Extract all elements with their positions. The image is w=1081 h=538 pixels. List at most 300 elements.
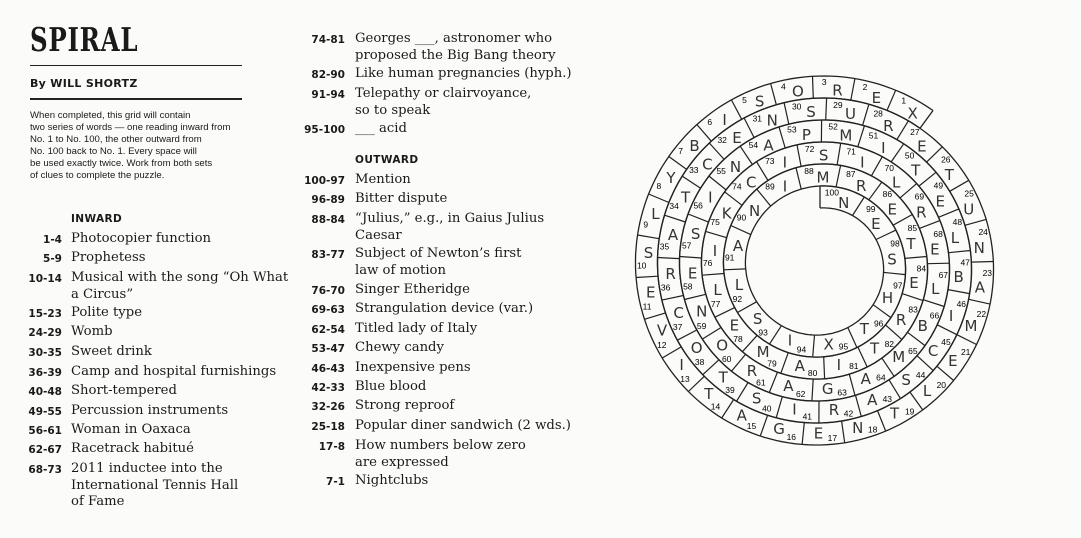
cell-letter: E bbox=[917, 137, 927, 156]
cell-number: 94 bbox=[796, 344, 807, 355]
inward-clue-number: 74-81 bbox=[311, 34, 345, 46]
cell-divider bbox=[665, 215, 686, 222]
cell-number: 68 bbox=[933, 228, 943, 239]
cell-letter: N bbox=[973, 238, 985, 257]
cell-divider bbox=[856, 395, 862, 416]
grid-cell[interactable] bbox=[957, 309, 986, 345]
cell-letter: S bbox=[690, 225, 701, 244]
cell-letter: S bbox=[754, 92, 765, 111]
cell-divider bbox=[703, 360, 719, 375]
cell-number: 49 bbox=[933, 180, 944, 191]
cell-number: 33 bbox=[689, 164, 699, 175]
cell-letter: S bbox=[887, 250, 897, 269]
outward-clue-text: Mention bbox=[355, 172, 411, 187]
inward-clue-text: Sweet drink bbox=[71, 344, 152, 359]
cell-letter: L bbox=[713, 281, 722, 299]
cell-number: 39 bbox=[725, 384, 735, 395]
grid-cell[interactable] bbox=[680, 257, 702, 292]
cell-number: 23 bbox=[982, 268, 993, 279]
outward-clue-number: 53-47 bbox=[311, 343, 345, 355]
cell-number: 28 bbox=[873, 108, 883, 119]
cell-divider bbox=[684, 294, 705, 299]
cell-divider bbox=[842, 421, 845, 443]
cell-number: 22 bbox=[976, 308, 987, 319]
title-rule bbox=[30, 65, 242, 66]
cell-letter: C bbox=[702, 155, 713, 174]
cell-number: 75 bbox=[710, 217, 720, 227]
grid-cell[interactable] bbox=[770, 326, 807, 355]
inward-clue-text: 2011 inductee into the bbox=[71, 461, 223, 476]
cell-letter: M bbox=[839, 126, 853, 145]
grid-cell[interactable] bbox=[805, 143, 841, 165]
cell-number: 61 bbox=[756, 377, 766, 388]
outward-clue-text: Singer Etheridge bbox=[355, 282, 470, 297]
cell-letter: T bbox=[890, 404, 900, 423]
cell-number: 44 bbox=[915, 369, 926, 380]
cell-divider bbox=[869, 182, 882, 200]
cell-letter: E bbox=[930, 240, 940, 259]
grid-cell[interactable] bbox=[824, 356, 859, 379]
grid-cell[interactable] bbox=[963, 189, 986, 226]
cell-letter: S bbox=[643, 244, 654, 263]
cell-number: 72 bbox=[804, 143, 815, 154]
cell-letter: A bbox=[860, 369, 871, 388]
inward-clue-text: Georges ___, astronomer who bbox=[355, 31, 553, 46]
inward-clue-text: Percussion instruments bbox=[71, 403, 229, 418]
cell-number: 88 bbox=[804, 166, 814, 177]
outward-clue-text: Strangulation device (var.) bbox=[355, 301, 534, 316]
cell-letter: X bbox=[823, 335, 834, 354]
outward-clue-text: Popular diner sandwich (2 wds.) bbox=[355, 418, 571, 433]
grid-cell[interactable] bbox=[804, 165, 840, 187]
spiral-grid bbox=[560, 0, 1081, 538]
grid-cell[interactable] bbox=[684, 294, 707, 331]
cell-number: 79 bbox=[767, 358, 777, 369]
cell-number: 57 bbox=[681, 240, 692, 251]
cell-divider bbox=[871, 157, 882, 176]
cell-number: 27 bbox=[910, 127, 920, 138]
cell-letter: B bbox=[917, 317, 928, 336]
cell-letter: R bbox=[855, 177, 867, 195]
inward-clue-text: Womb bbox=[71, 324, 113, 339]
outward-clue-text: Titled lady of Italy bbox=[355, 321, 478, 336]
cell-divider bbox=[702, 274, 724, 276]
inward-clue-text: Musical with the song “Oh What bbox=[71, 270, 289, 285]
cell-divider bbox=[957, 335, 977, 345]
inward-clue-text: of Fame bbox=[71, 494, 125, 509]
cell-letter: N bbox=[748, 201, 761, 220]
inward-clue-number: 30-35 bbox=[28, 347, 62, 359]
grid-cell[interactable] bbox=[637, 235, 659, 271]
cell-number: 65 bbox=[908, 346, 918, 357]
cell-number: 9 bbox=[643, 219, 649, 230]
grid-cell[interactable] bbox=[802, 423, 837, 445]
cell-letter: R bbox=[883, 116, 894, 135]
cell-letter: E bbox=[871, 88, 882, 107]
cell-divider bbox=[813, 76, 814, 98]
cell-divider bbox=[731, 226, 751, 235]
inward-clue-text: so to speak bbox=[355, 102, 431, 118]
cell-divider bbox=[937, 325, 957, 335]
cell-letter: A bbox=[794, 356, 805, 375]
cell-letter: E bbox=[645, 283, 656, 302]
cell-letter: T bbox=[704, 384, 714, 403]
outward-clue-number: 25-18 bbox=[311, 421, 345, 433]
grid-cell[interactable] bbox=[792, 98, 827, 121]
inward-clue-text: Woman in Oaxaca bbox=[71, 422, 191, 437]
cell-number: 37 bbox=[672, 322, 683, 332]
outward-clue-text: Caesar bbox=[355, 227, 402, 243]
cell-divider bbox=[781, 353, 789, 374]
cell-letter: T bbox=[718, 368, 728, 387]
cell-number: 73 bbox=[765, 156, 775, 167]
grid-cell[interactable] bbox=[636, 276, 658, 311]
cell-number: 70 bbox=[884, 163, 895, 173]
outward-clue-text: Nightclubs bbox=[355, 473, 429, 488]
cell-letter: I bbox=[782, 177, 788, 196]
cell-letter: U bbox=[845, 105, 856, 124]
cell-letter: I bbox=[787, 331, 793, 350]
cell-number: 18 bbox=[867, 424, 878, 435]
outward-clue-text: Chewy candy bbox=[355, 340, 444, 355]
grid-cell[interactable] bbox=[658, 258, 680, 293]
cell-divider bbox=[658, 258, 680, 259]
instruction-line: be used exactly twice. Work from both sets bbox=[30, 158, 213, 170]
cell-letter: I bbox=[782, 153, 788, 172]
inward-clue-text: Like human pregnancies (hyph.) bbox=[355, 66, 572, 81]
cell-divider bbox=[923, 300, 944, 307]
inward-clue-number: 95-100 bbox=[304, 124, 345, 136]
outward-heading: OUTWARD bbox=[355, 154, 419, 166]
cell-letter: R bbox=[746, 362, 758, 380]
outward-clue-number: 96-89 bbox=[311, 194, 345, 206]
cell-divider bbox=[849, 374, 855, 395]
cell-divider bbox=[638, 235, 660, 239]
cell-number: 29 bbox=[833, 99, 843, 110]
cell-number: 87 bbox=[846, 169, 856, 179]
inward-clue-number: 10-14 bbox=[28, 273, 62, 285]
cell-number: 20 bbox=[936, 380, 947, 391]
cell-divider bbox=[776, 397, 782, 418]
cell-divider bbox=[891, 144, 904, 162]
cell-letter: N bbox=[766, 111, 778, 130]
grid-cell[interactable] bbox=[937, 299, 966, 335]
cell-number: 32 bbox=[717, 135, 727, 145]
outward-clue-number: 62-54 bbox=[311, 324, 345, 336]
inward-heading: INWARD bbox=[71, 213, 123, 225]
cell-divider bbox=[902, 294, 923, 301]
outward-clue-text: Subject of Newton’s first bbox=[355, 246, 522, 261]
cell-number: 13 bbox=[680, 373, 690, 384]
instruction-line: No. 100 back to No. 1. Every space will bbox=[30, 146, 197, 158]
cell-letter: E bbox=[948, 352, 958, 371]
cell-divider bbox=[948, 290, 970, 294]
cell-letter: O bbox=[791, 82, 804, 101]
cell-number: 8 bbox=[656, 180, 662, 191]
cell-letter: L bbox=[950, 229, 960, 247]
cell-divider bbox=[760, 415, 767, 436]
cell-number: 54 bbox=[748, 140, 759, 150]
outward-clue-number: 83-77 bbox=[311, 249, 345, 261]
cell-divider bbox=[848, 328, 857, 348]
inward-clue-text: proposed the Big Bang theory bbox=[355, 47, 556, 63]
cell-letter: H bbox=[881, 288, 894, 307]
cell-number: 47 bbox=[960, 257, 970, 268]
cell-divider bbox=[797, 145, 801, 167]
cell-letter: E bbox=[887, 200, 898, 219]
cell-letter: S bbox=[818, 146, 829, 165]
grid-cell[interactable] bbox=[969, 268, 993, 304]
cell-letter: C bbox=[673, 303, 684, 322]
cell-number: 10 bbox=[636, 260, 647, 271]
outward-clue-number: 17-8 bbox=[318, 441, 345, 453]
puzzle-title: SPIRAL bbox=[30, 20, 139, 59]
cell-letter: E bbox=[687, 264, 698, 283]
spiral-end bbox=[920, 111, 933, 129]
outward-clue-number: 88-84 bbox=[311, 214, 345, 226]
outward-clue-text: Bitter dispute bbox=[355, 191, 448, 206]
cell-number: 64 bbox=[876, 372, 886, 383]
cell-letter: A bbox=[736, 406, 747, 425]
cell-divider bbox=[731, 100, 741, 119]
cell-letter: S bbox=[751, 389, 762, 408]
cell-letter: I bbox=[948, 307, 954, 325]
grid-cell[interactable] bbox=[822, 77, 855, 100]
cell-number: 45 bbox=[941, 337, 951, 348]
cell-number: 43 bbox=[882, 394, 893, 405]
cell-letter: I bbox=[836, 355, 842, 374]
cell-letter: B bbox=[953, 268, 964, 287]
cell-divider bbox=[737, 383, 749, 402]
cell-divider bbox=[769, 372, 777, 392]
grid-cell[interactable] bbox=[908, 311, 940, 346]
cell-divider bbox=[971, 262, 993, 263]
cell-number: 12 bbox=[657, 339, 667, 350]
cell-letter: I bbox=[708, 188, 713, 207]
cell-letter: S bbox=[806, 103, 816, 122]
inward-clue-text: Polite type bbox=[71, 305, 143, 320]
cell-letter: K bbox=[721, 204, 732, 223]
outward-clue-number: 42-33 bbox=[311, 382, 345, 394]
outward-clue-number: 69-63 bbox=[311, 304, 345, 316]
inward-clue-number: 24-29 bbox=[28, 327, 62, 339]
cell-letter: L bbox=[922, 382, 932, 400]
inward-clue-text: Short-tempered bbox=[71, 383, 177, 398]
cell-number: 60 bbox=[721, 353, 732, 364]
cell-number: 11 bbox=[642, 301, 652, 312]
cell-letter: R bbox=[916, 203, 927, 222]
inward-clue-text: Prophetess bbox=[71, 250, 146, 265]
cell-letter: A bbox=[867, 391, 878, 410]
cell-letter: M bbox=[756, 343, 770, 361]
cell-number: 93 bbox=[758, 327, 768, 338]
cell-letter: I bbox=[860, 153, 865, 172]
cell-letter: T bbox=[859, 319, 869, 338]
outward-clue-text: “Julius,” e.g., in Gaius Julius bbox=[355, 211, 545, 226]
cell-letter: R bbox=[665, 265, 676, 284]
inward-clue-text: International Tennis Hall bbox=[71, 477, 239, 493]
instructions bbox=[30, 110, 285, 183]
cell-divider bbox=[636, 276, 658, 277]
cell-divider bbox=[688, 214, 708, 222]
grid-cell[interactable] bbox=[833, 100, 869, 126]
outward-clue-number: 32-26 bbox=[311, 401, 345, 413]
cell-number: 81 bbox=[849, 361, 859, 372]
inward-clue-number: 49-55 bbox=[28, 406, 62, 418]
cell-letter: C bbox=[927, 342, 939, 361]
grid-cell[interactable] bbox=[846, 169, 882, 200]
cell-letter: O bbox=[716, 336, 729, 355]
cell-letter: R bbox=[895, 310, 907, 329]
outward-clue-text: Blue blood bbox=[355, 379, 427, 394]
cell-letter: X bbox=[907, 104, 918, 123]
cell-number: 80 bbox=[807, 367, 818, 378]
cell-number: 38 bbox=[694, 356, 705, 367]
cell-number: 19 bbox=[904, 406, 915, 417]
cell-number: 71 bbox=[846, 146, 856, 157]
cell-letter: S bbox=[752, 310, 763, 329]
cell-number: 7 bbox=[678, 145, 683, 156]
cell-divider bbox=[897, 121, 908, 140]
grid-cell[interactable] bbox=[657, 157, 687, 191]
cell-number: 63 bbox=[837, 387, 847, 398]
inward-clue-number: 40-48 bbox=[28, 386, 62, 398]
cell-letter: M bbox=[816, 168, 830, 187]
cell-divider bbox=[824, 357, 825, 379]
cell-divider bbox=[858, 347, 867, 367]
cell-number: 3 bbox=[821, 77, 827, 88]
grid-cell[interactable] bbox=[863, 82, 896, 111]
grid-cell[interactable] bbox=[927, 229, 949, 264]
cell-divider bbox=[878, 411, 886, 432]
cell-letter: I bbox=[792, 400, 797, 419]
cell-number: 35 bbox=[659, 241, 670, 252]
grid-cell[interactable] bbox=[948, 258, 970, 294]
cell-letter: E bbox=[909, 273, 919, 292]
inward-clue-text: Telepathy or clairvoyance, bbox=[355, 86, 532, 101]
cell-number: 95 bbox=[838, 341, 849, 352]
cell-letter: B bbox=[689, 136, 700, 155]
cell-divider bbox=[927, 263, 949, 264]
cell-divider bbox=[669, 157, 687, 170]
cell-divider bbox=[706, 231, 727, 237]
cell-number: 36 bbox=[660, 282, 671, 293]
cell-number: 67 bbox=[938, 270, 949, 280]
cell-letter: P bbox=[801, 125, 811, 144]
cell-divider bbox=[796, 168, 801, 189]
cell-letter: G bbox=[773, 420, 785, 438]
cell-number: 41 bbox=[802, 411, 813, 422]
cell-letter: C bbox=[745, 173, 757, 192]
inward-clue-text: Camp and hospital furnishings bbox=[71, 364, 277, 379]
cell-letter: E bbox=[729, 316, 740, 335]
cell-divider bbox=[851, 79, 855, 101]
cell-letter: I bbox=[881, 138, 886, 157]
cell-divider bbox=[649, 194, 669, 203]
instruction-line: two series of words — one reading inward from bbox=[30, 122, 231, 134]
inward-clue-text: ___ acid bbox=[355, 121, 407, 136]
cell-letter: L bbox=[734, 276, 744, 294]
cell-divider bbox=[662, 296, 684, 301]
cell-divider bbox=[802, 423, 804, 445]
cell-letter: N bbox=[852, 419, 864, 438]
cell-divider bbox=[644, 313, 665, 319]
cell-letter: N bbox=[729, 158, 742, 177]
cell-letter: R bbox=[832, 81, 843, 100]
cell-divider bbox=[724, 269, 746, 270]
cell-letter: N bbox=[696, 302, 708, 321]
cell-number: 30 bbox=[791, 101, 802, 112]
cell-number: 92 bbox=[732, 294, 743, 304]
cell-divider bbox=[682, 176, 700, 188]
cell-number: 58 bbox=[683, 281, 693, 292]
grid-cell[interactable] bbox=[869, 130, 904, 162]
cell-number: 85 bbox=[907, 222, 918, 233]
grid-cell[interactable] bbox=[644, 313, 667, 350]
cell-number: 98 bbox=[890, 238, 900, 249]
cell-number: 69 bbox=[914, 191, 925, 202]
cell-number: 6 bbox=[707, 116, 713, 127]
cell-number: 15 bbox=[746, 421, 757, 432]
cell-number: 59 bbox=[696, 320, 707, 331]
cell-letter: L bbox=[892, 173, 901, 192]
inward-clue-number: 1-4 bbox=[43, 234, 62, 246]
cell-divider bbox=[680, 257, 702, 259]
outward-clue-number: 100-97 bbox=[304, 175, 345, 187]
cell-letter: E bbox=[871, 215, 881, 234]
cell-letter: T bbox=[681, 188, 691, 207]
cell-divider bbox=[688, 376, 704, 391]
outward-clue-text: law of motion bbox=[355, 262, 446, 278]
cell-divider bbox=[813, 335, 815, 357]
cell-number: 76 bbox=[702, 258, 713, 268]
cell-letter: E bbox=[935, 192, 945, 211]
cell-divider bbox=[836, 165, 841, 187]
instruction-line: When completed, this grid will contain bbox=[30, 110, 191, 121]
cell-number: 51 bbox=[868, 130, 879, 141]
inward-clue-number: 62-67 bbox=[28, 444, 62, 456]
cell-letter: N bbox=[838, 193, 850, 212]
cell-number: 34 bbox=[669, 201, 679, 212]
cell-letter: Y bbox=[666, 168, 676, 187]
inward-clue-text: Racetrack habitué bbox=[71, 441, 194, 456]
outward-clue-text: are expressed bbox=[355, 454, 449, 470]
cell-divider bbox=[779, 127, 785, 148]
cell-number: 82 bbox=[884, 339, 895, 349]
outward-clue-text: Inexpensive pens bbox=[355, 360, 471, 375]
cell-letter: T bbox=[911, 161, 921, 180]
cell-letter: I bbox=[722, 111, 727, 130]
cell-number: 86 bbox=[882, 189, 893, 200]
cell-letter: E bbox=[813, 424, 824, 443]
cell-divider bbox=[771, 84, 777, 105]
cell-letter: I bbox=[712, 241, 718, 260]
grid-cell[interactable] bbox=[812, 379, 847, 401]
cell-letter: L bbox=[651, 205, 660, 224]
inward-clue-text: a Circus” bbox=[71, 286, 134, 302]
cell-divider bbox=[905, 257, 927, 259]
cell-number: 14 bbox=[710, 401, 721, 412]
inward-clue-number: 56-61 bbox=[28, 425, 62, 437]
grid-cell[interactable] bbox=[678, 125, 711, 156]
cell-number: 40 bbox=[762, 403, 772, 414]
inward-clue-text: Photocopier function bbox=[71, 231, 212, 246]
grid-cell[interactable] bbox=[873, 109, 908, 140]
cell-divider bbox=[858, 126, 865, 147]
cell-number: 5 bbox=[742, 95, 747, 105]
cell-letter: M bbox=[964, 316, 978, 335]
cell-divider bbox=[770, 326, 782, 345]
